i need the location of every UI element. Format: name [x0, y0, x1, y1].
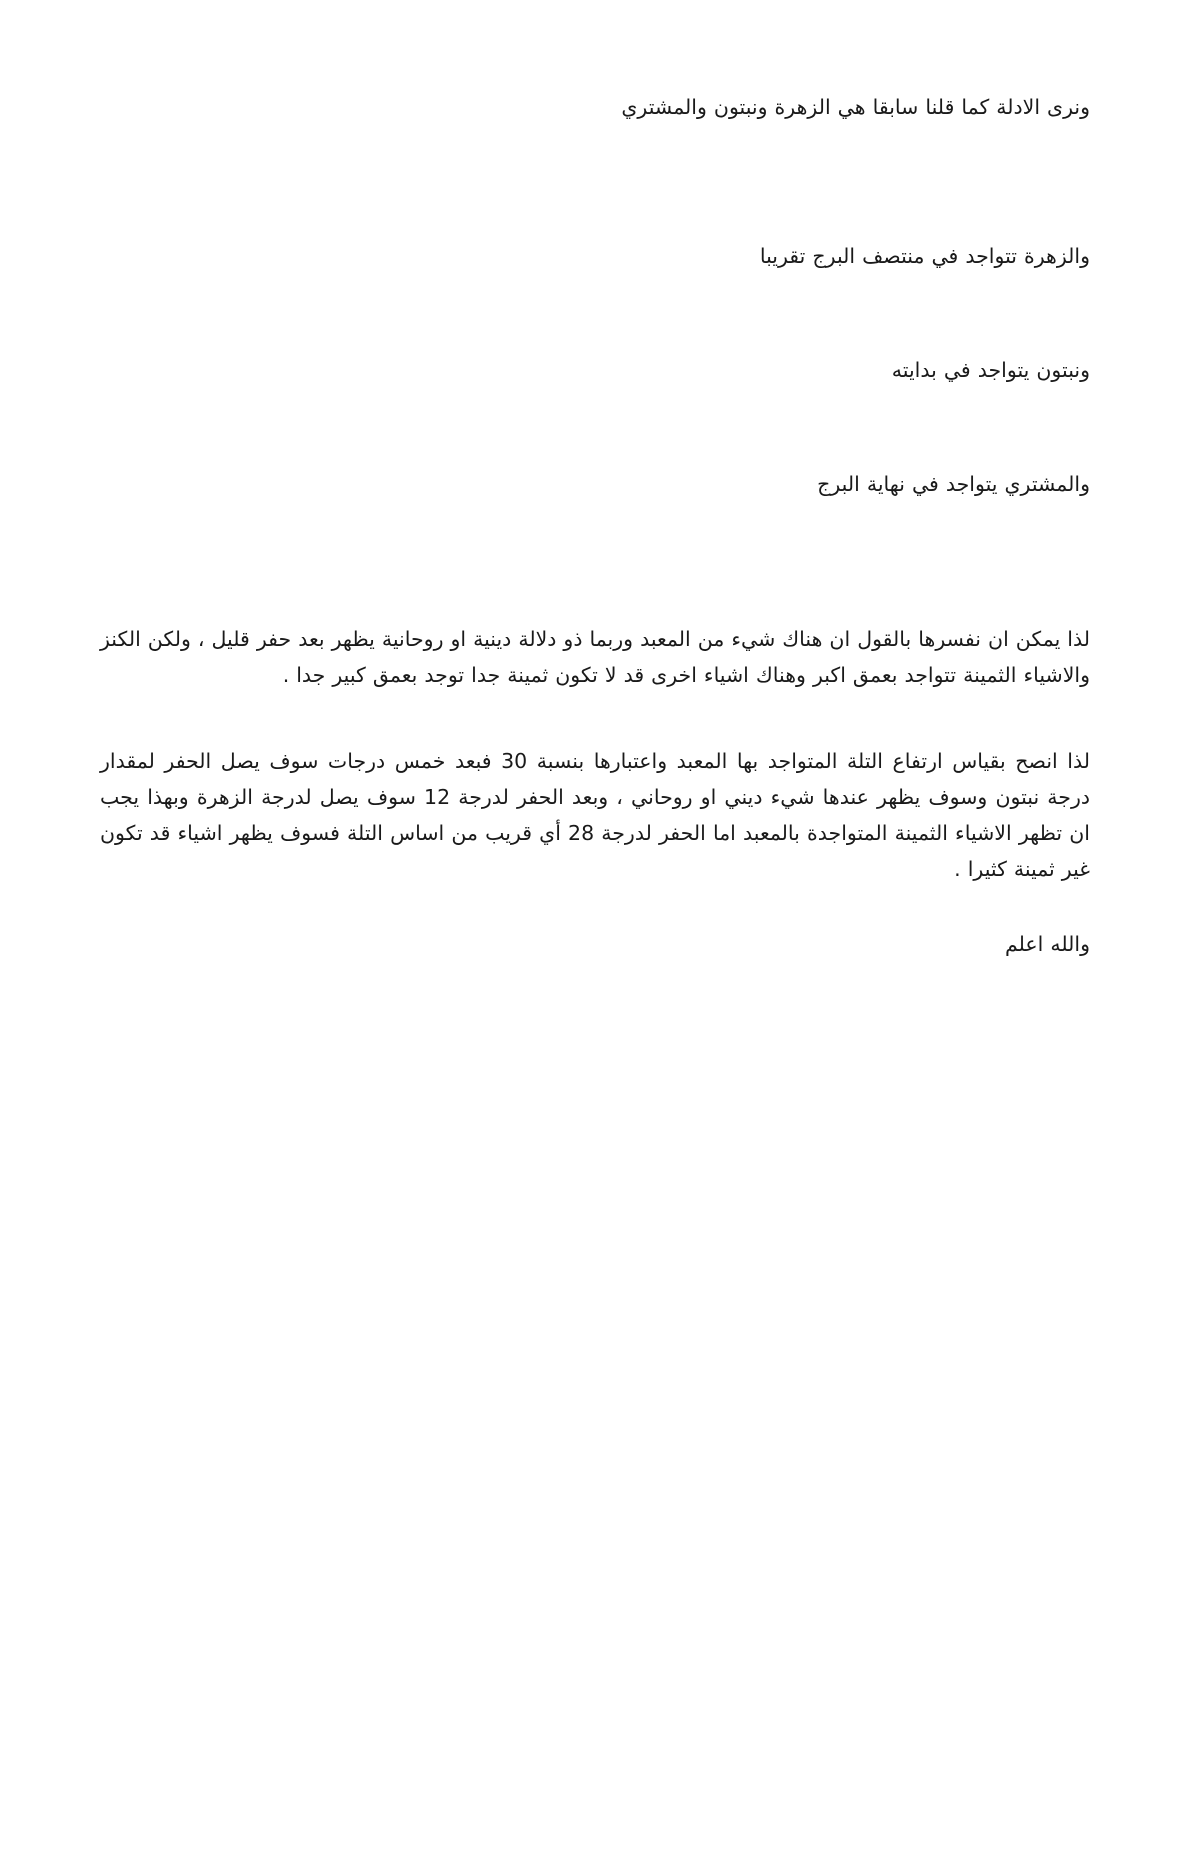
- paragraph-closing: والله اعلم: [1005, 932, 1090, 956]
- paragraph-interpretation: لذا يمكن ان نفسرها بالقول ان هناك شيء من المعبد وربما ذو دلالة دينية او روحانية يظهر بعد حفر قليل ، ولكن الكنز والاشياء الثمينة تتواجد بعمق اكبر وهناك اشياء اخرى قد لا تكون ثمينة جدا توجد بعمق كبير جدا .: [92, 627, 1090, 687]
- list-line-venus: والزهرة تتواجد في منتصف البرج تقريبا: [759, 244, 1090, 268]
- paragraph-intro: ونرى الادلة كما قلنا سابقا هي الزهرة ونبتون والمشتري: [621, 95, 1090, 119]
- paragraph-planet-list: [100, 161, 1090, 579]
- document-body: [92, 90, 1090, 1862]
- paragraph-advice: لذا انصح بقياس ارتفاع التلة المتواجد بها المعبد واعتبارها بنسبة 30 فبعد خمس درجات سوف يصل الحفر لمقدار درجة نبتون وسوف يظهر عندها شيء ديني او روحاني ، وبعد الحفر لدرجة 12 سوف يصل لدرجة الزهرة وبهذا يجب ان تظهر الاشياء الثمينة المتواجدة بالمعبد اما الحفر لدرجة 28 أي قريب من اساس التلة فسوف يظهر اشياء قد تكون غير ثمينة كثيرا .: [92, 749, 1090, 881]
- list-line-jupiter: والمشتري يتواجد في نهاية البرج: [817, 472, 1090, 496]
- list-line-neptune: ونبتون يتواجد في بدايته: [891, 358, 1090, 382]
- page-whitespace: [100, 962, 1090, 1862]
